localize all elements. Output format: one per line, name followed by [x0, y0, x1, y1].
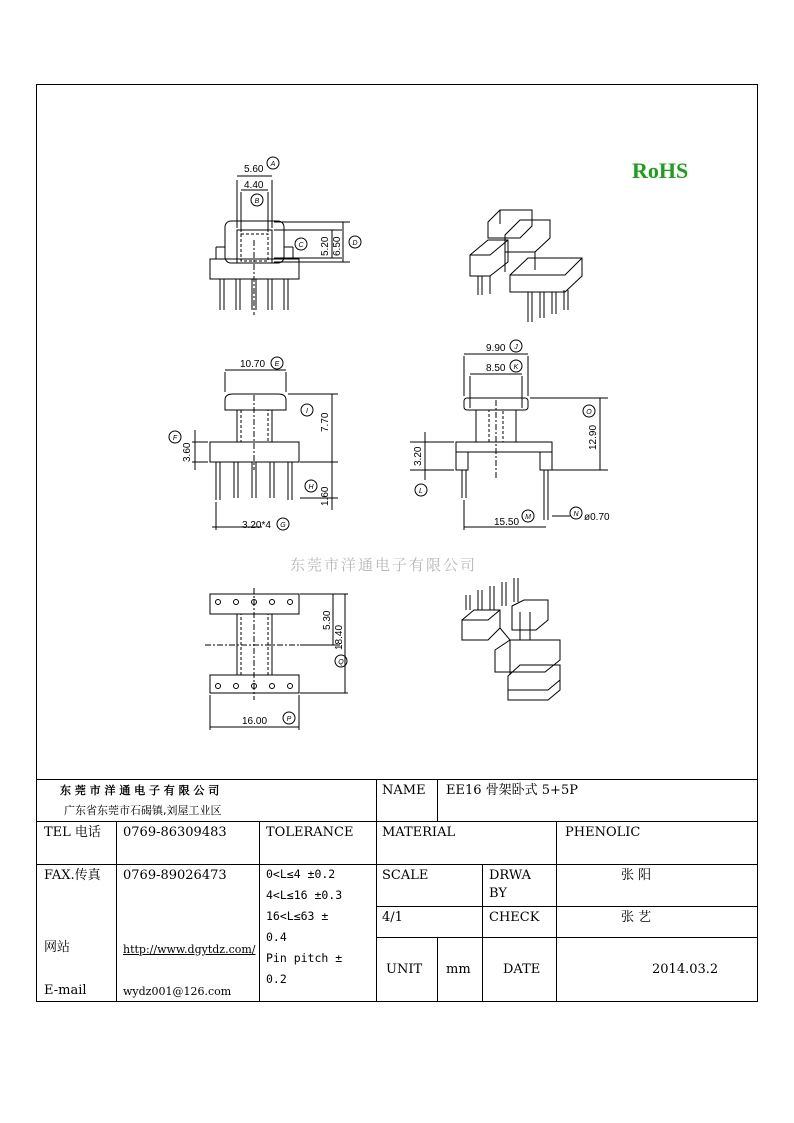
ref-letter-e: E — [274, 361, 280, 368]
ref-letter-j: J — [514, 344, 518, 351]
tolerance-line: 0.4 — [266, 930, 287, 944]
tolerance-line: 16<L≤63 ± — [266, 909, 329, 923]
rohs-mark: RoHS — [632, 158, 689, 183]
email-value: wydz001@126.com — [123, 985, 232, 998]
name-label: NAME — [382, 783, 426, 798]
ref-letter-c: C — [298, 242, 304, 249]
ref-letter-n: N — [573, 511, 579, 518]
tolerance-line: Pin pitch ± — [266, 951, 343, 965]
dim-q-value: 18.40 — [334, 624, 345, 650]
ref-letter-d: D — [352, 240, 358, 247]
tolerance-line: 4<L≤16 ±0.3 — [266, 888, 343, 902]
tolerance-label: TOLERANCE — [266, 825, 354, 840]
scale-label: SCALE — [382, 868, 429, 883]
dim-i-value: 7.70 — [320, 412, 331, 432]
front-view — [169, 357, 338, 530]
dim-h-value: 1.60 — [320, 486, 331, 506]
ref-letter-a: A — [270, 161, 276, 168]
company-watermark: 东莞市洋通电子有限公司 — [290, 556, 478, 574]
material-label: MATERIAL — [382, 825, 456, 840]
dim-g-value: 3.20*4 — [242, 520, 271, 531]
checked-by-value: 张 艺 — [621, 910, 652, 925]
ref-letter-p: P — [286, 716, 292, 723]
ref-letter-q: Q — [338, 659, 344, 666]
email-label: E-mail — [44, 983, 87, 998]
tel-value: 0769-86309483 — [123, 825, 227, 840]
dim-a-value: 5.60 — [244, 164, 264, 175]
ref-letter-k: K — [513, 364, 519, 371]
tolerance-line: 0<L≤4 ±0.2 — [266, 867, 336, 881]
ref-letter-h: H — [308, 484, 314, 491]
top-view — [210, 157, 361, 315]
ref-letter-i: I — [306, 408, 308, 415]
tolerance-table — [266, 864, 376, 990]
scale-value: 4/1 — [382, 910, 403, 925]
material-value: PHENOLIC — [565, 825, 641, 840]
dim-e-value: 10.70 — [240, 359, 266, 370]
unit-value: mm — [446, 962, 471, 977]
dim-j-value: 9.90 — [486, 343, 506, 354]
ref-letter-l: L — [419, 488, 423, 495]
fax-value: 0769-89026473 — [123, 868, 227, 883]
website-label: 网站 — [44, 940, 71, 955]
iso-view-top — [470, 210, 582, 322]
dim-d-value: 6.50 — [332, 236, 343, 256]
iso-view-bottom — [462, 578, 560, 700]
date-label: DATE — [503, 962, 541, 977]
dim-q1-value: 5.30 — [322, 610, 333, 630]
fax-label: FAX.传真 — [44, 868, 101, 883]
ref-letter-f: F — [172, 435, 178, 442]
dim-k-value: 8.50 — [486, 363, 506, 374]
company-address: 广东省东莞市石碣镇,刘屋工业区 — [64, 804, 222, 817]
dim-m-value: 15.50 — [494, 517, 520, 528]
tolerance-line: 0.2 — [266, 972, 287, 986]
dim-c-value: 5.20 — [320, 236, 331, 256]
drawn-label-2: BY — [489, 886, 507, 901]
tel-label: TEL 电话 — [44, 825, 101, 840]
ref-letter-g: G — [280, 522, 286, 529]
company-name: 东 莞 市 洋 通 电 子 有 限 公 司 — [60, 784, 220, 797]
dim-n-value: ø0.70 — [584, 512, 610, 523]
ref-letter-o: O — [586, 409, 592, 416]
iso1-pins — [478, 276, 568, 322]
dim-f-value: 3.60 — [182, 442, 193, 462]
ref-letter-m: M — [525, 514, 531, 521]
ref-letter-b: B — [254, 198, 260, 205]
dim-p-value: 16.00 — [242, 716, 268, 727]
date-value: 2014.03.2 — [652, 962, 719, 977]
bottom-view — [205, 588, 348, 730]
iso2-pins — [466, 578, 518, 610]
unit-label: UNIT — [386, 962, 423, 977]
drawn-by-value: 张 阳 — [621, 868, 652, 883]
dim-l-value: 3.20 — [413, 446, 424, 466]
part-name: EE16 骨架卧式 5+5P — [446, 783, 578, 798]
side-view — [410, 340, 608, 530]
dim-o-value: 12.90 — [588, 424, 599, 450]
check-label: CHECK — [489, 910, 540, 925]
website-link[interactable]: http://www.dgytdz.com/ — [123, 943, 256, 956]
drawn-label-1: DRWA — [489, 868, 532, 883]
dim-b-value: 4.40 — [244, 180, 264, 191]
